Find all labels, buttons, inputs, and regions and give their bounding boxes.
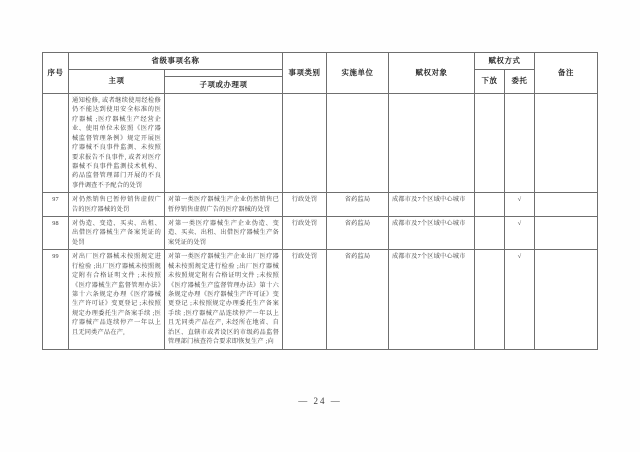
cell-delegate-down <box>475 193 505 217</box>
cell-seq: 98 <box>43 217 69 250</box>
cell-delegate-down <box>475 217 505 250</box>
cell-sub-item: 对第一类医疗器械生产企业仍然销售已暂停销售虚假广告的医疗器械的处罚 <box>165 193 283 217</box>
cell-implementing-unit: 省药监局 <box>327 217 389 250</box>
cell-main-item: 对仍然销售已暂停销售虚假广告的医疗器械的处罚 <box>69 193 165 217</box>
header-implementing-unit: 实施单位 <box>327 53 389 94</box>
table-body <box>43 93 598 349</box>
cell-item-category: 行政处罚 <box>283 193 327 217</box>
header-remarks: 备注 <box>535 53 598 94</box>
cell-implementing-unit: 省药监局 <box>327 250 389 349</box>
cell-entrust <box>505 93 535 192</box>
cell-empowerment-target: 成都市及7个区域中心城市 <box>389 193 475 217</box>
header-sub-item-spacer <box>165 69 283 76</box>
cell-delegate-down <box>475 250 505 349</box>
table-row[interactable] <box>43 217 598 250</box>
cell-seq <box>43 93 69 192</box>
header-empowerment-target: 赋权对象 <box>389 53 475 94</box>
header-sub-item: 子项或办理项 <box>165 76 283 93</box>
cell-remarks <box>535 217 598 250</box>
provincial-items-table <box>42 52 598 350</box>
table-row[interactable] <box>43 193 598 217</box>
cell-sub-item: 对第一类医疗器械生产企业伪造、变造、买卖、出租、出借医疗器械生产备案凭证的处罚 <box>165 217 283 250</box>
table-header <box>43 53 598 94</box>
cell-main-item: 对出厂医疗器械未按照规定进行检验 ;出厂医疗器械未按照规定附有合格证明文件 ;未按照《医疗器械生产监督管理办法》第十六条规定办理《医疗器械生产许可证》变更登记 ;未按照规定办理委托生产备案手续 ;医疗器械产品连续停产一年以上且无同类产品在产, <box>69 250 165 349</box>
cell-entrust: √ <box>505 193 535 217</box>
header-seq: 序号 <box>43 53 69 94</box>
cell-delegate-down <box>475 93 505 192</box>
cell-item-category: 行政处罚 <box>283 250 327 349</box>
cell-empowerment-target <box>389 93 475 192</box>
table-row[interactable] <box>43 250 598 349</box>
cell-sub-item: 对第一类医疗器械生产企业出厂医疗器械未按照规定进行检验 ;出厂医疗器械未按照规定附有合格证明文件 ;未按照《医疗器械生产监督管理办法》第十六条规定办理《医疗器械生产许可证》变更登记 ;未按照规定办理委托生产备案手续 ;医疗器械产品连续停产一年以上且无同类产品在产, 未经所在地省、自治区、直辖市或者设区的市级药品监督管理部门核查符合要求即恢复生产 ;向 <box>165 250 283 349</box>
cell-sub-item <box>165 93 283 192</box>
header-item-category: 事项类别 <box>283 53 327 94</box>
header-entrust: 委托 <box>505 69 535 93</box>
cell-empowerment-target: 成都市及7个区域中心城市 <box>389 250 475 349</box>
cell-seq: 99 <box>43 250 69 349</box>
cell-empowerment-target: 成都市及7个区域中心城市 <box>389 217 475 250</box>
header-main-item: 主项 <box>69 69 165 93</box>
cell-remarks <box>535 250 598 349</box>
header-empowerment-method: 赋权方式 <box>475 53 535 70</box>
cell-seq: 97 <box>43 193 69 217</box>
cell-item-category <box>283 93 327 192</box>
header-delegate-down: 下放 <box>475 69 505 93</box>
cell-main-item: 对伪造、变造、买卖、出租、出借医疗器械生产备案凭证的处罚 <box>69 217 165 250</box>
cell-remarks <box>535 193 598 217</box>
header-provincial-item-name: 省级事项名称 <box>69 53 283 70</box>
table-row[interactable] <box>43 93 598 192</box>
cell-item-category: 行政处罚 <box>283 217 327 250</box>
header-row-top <box>43 53 598 70</box>
cell-main-item: 通知检修, 或者继续使用经检修仍不能达到使用安全标准的医疗器械 ;医疗器械生产经营企业、使用单位未依照《医疗器械监督管理条例》规定开展医疗器械不良事件监测、未按照要求报告不良事件, 或者对医疗器械不良事件监测技术机构、药品监督管理部门开展的不良事件调查不予配合的处罚 <box>69 93 165 192</box>
cell-entrust: √ <box>505 217 535 250</box>
table-container <box>42 52 597 350</box>
cell-entrust: √ <box>505 250 535 349</box>
page-number: — 24 — <box>298 396 342 406</box>
cell-implementing-unit <box>327 93 389 192</box>
cell-remarks <box>535 93 598 192</box>
cell-implementing-unit: 省药监局 <box>327 193 389 217</box>
